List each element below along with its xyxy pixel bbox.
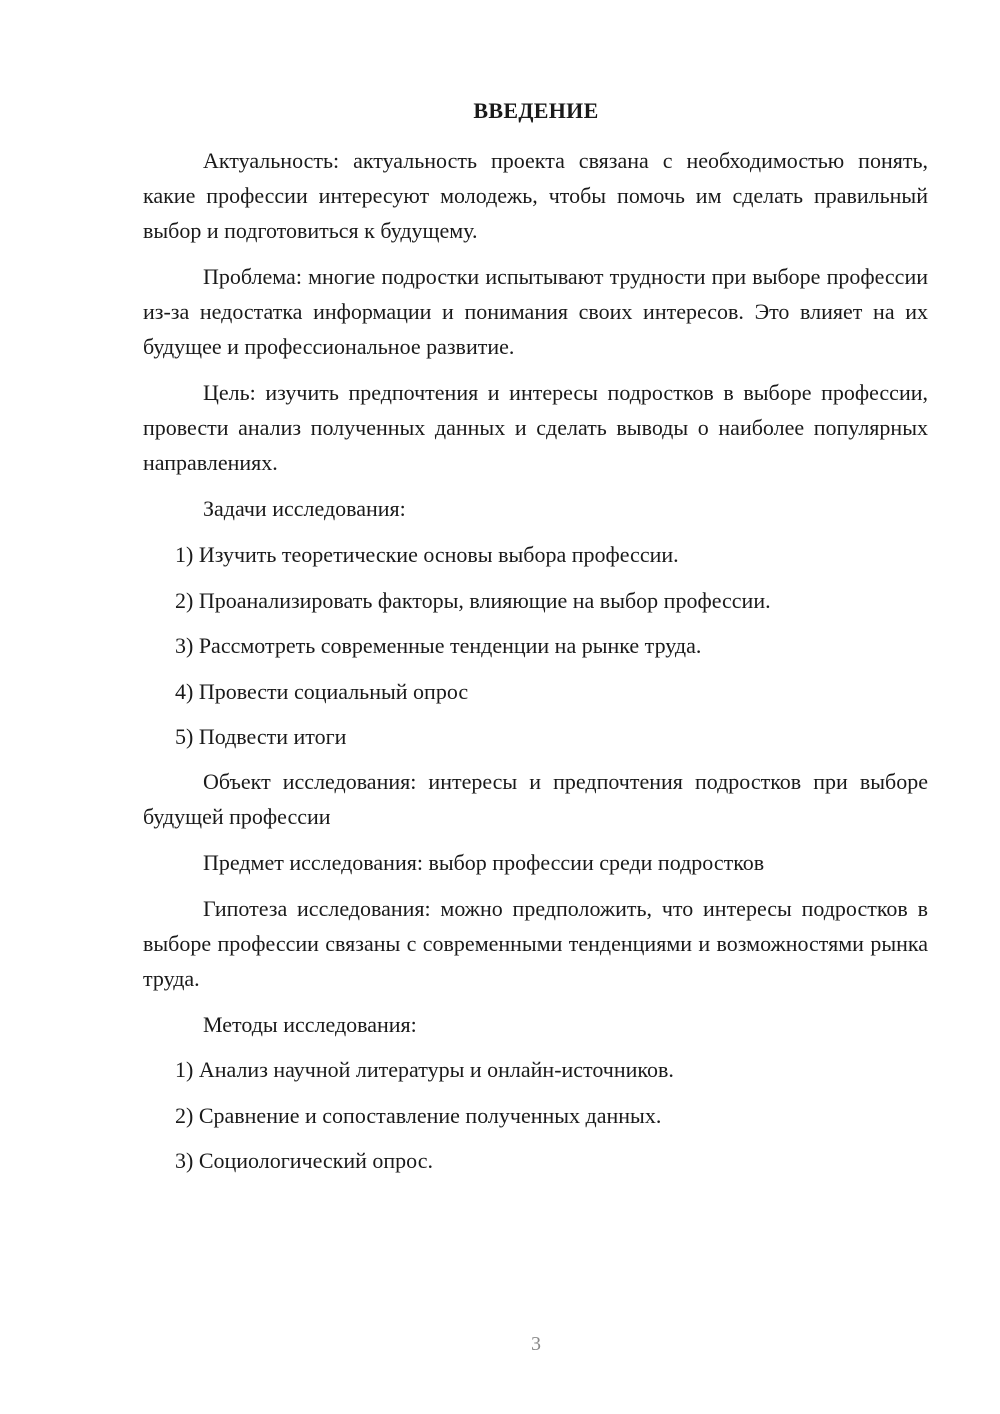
methods-heading-block xyxy=(143,1007,928,1042)
task-item xyxy=(143,583,928,618)
task-item-text: 4) Провести социальный опрос xyxy=(175,679,469,704)
task-item-text: 5) Подвести итоги xyxy=(175,724,347,749)
subject-text: Предмет исследования: выбор профессии среди подростков xyxy=(203,850,765,875)
method-item xyxy=(143,1052,928,1087)
hypothesis-paragraph xyxy=(143,891,928,996)
method-item-text: 2) Сравнение и сопоставление полученных данных. xyxy=(175,1103,662,1128)
problem-paragraph xyxy=(143,259,928,364)
goal-text: Цель: изучить предпочтения и интересы подростков в выборе профессии, провести анализ полученных данных и сделать выводы о наиболее популярных направлениях. xyxy=(143,380,928,475)
task-item xyxy=(143,674,928,709)
methods-heading: Методы исследования: xyxy=(203,1012,417,1037)
task-item-text: 2) Проанализировать факторы, влияющие на выбор профессии. xyxy=(175,588,771,613)
goal-paragraph xyxy=(143,375,928,480)
object-text: Объект исследования: интересы и предпочтения подростков при выборе будущей профессии xyxy=(143,769,928,829)
relevance-text: Актуальность: актуальность проекта связана с необходимостью понять, какие профессии интересуют молодежь, чтобы помочь им сделать правильный выбор и подготовиться к будущему. xyxy=(143,148,928,243)
tasks-heading-block xyxy=(143,491,928,526)
page-title: ВВЕДЕНИЕ xyxy=(473,98,599,123)
task-item xyxy=(143,719,928,754)
subject-paragraph xyxy=(143,845,928,880)
method-item-text: 3) Социологический опрос. xyxy=(175,1148,433,1173)
method-item xyxy=(143,1098,928,1133)
page-number: 3 xyxy=(531,1333,541,1355)
method-item-text: 1) Анализ научной литературы и онлайн-источников. xyxy=(175,1057,674,1082)
problem-text: Проблема: многие подростки испытывают трудности при выборе профессии из-за недостатка информации и понимания своих интересов. Это влияет на их будущее и профессиональное развитие. xyxy=(143,264,928,359)
relevance-paragraph xyxy=(143,143,928,248)
tasks-heading: Задачи исследования: xyxy=(203,496,406,521)
task-item xyxy=(143,628,928,663)
task-item xyxy=(143,537,928,572)
task-item-text: 1) Изучить теоретические основы выбора профессии. xyxy=(175,542,679,567)
method-item xyxy=(143,1143,928,1178)
object-paragraph xyxy=(143,764,928,834)
hypothesis-text: Гипотеза исследования: можно предположить, что интересы подростков в выборе профессии связаны с современными тенденциями и возможностями рынка труда. xyxy=(143,896,928,991)
task-item-text: 3) Рассмотреть современные тенденции на рынке труда. xyxy=(175,633,702,658)
